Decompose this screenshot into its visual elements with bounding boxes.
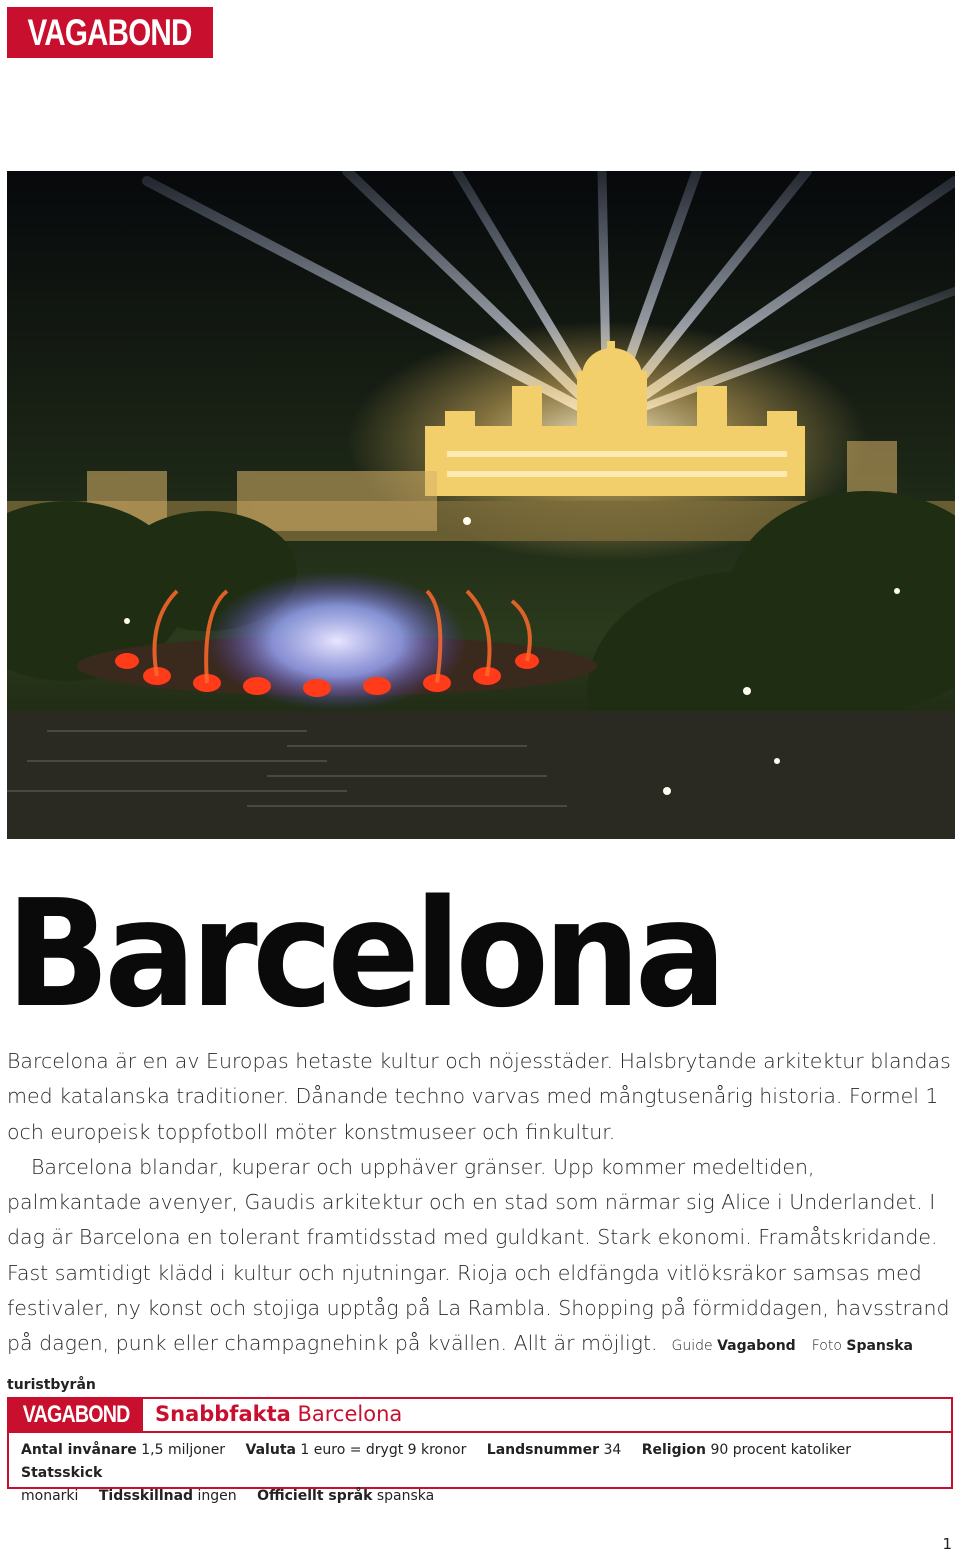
fact-box-header <box>9 1399 951 1433</box>
fact-box-title-bold: Snabbfakta <box>155 1402 291 1426</box>
fact-label: Antal invånare <box>21 1442 137 1458</box>
fact-country-code <box>487 1442 621 1458</box>
fact-label: Religion <box>641 1442 706 1458</box>
photo-name: Spanska turistbyrån <box>7 1338 913 1393</box>
fact-box-title-city: Barcelona <box>297 1402 403 1426</box>
intro-paragraph-2 <box>7 1150 955 1403</box>
guide-name: Vagabond <box>717 1338 796 1355</box>
fact-language <box>257 1488 434 1504</box>
fact-value: 1,5 miljoner <box>141 1442 226 1458</box>
fact-currency <box>246 1442 467 1458</box>
fact-religion <box>642 1442 851 1458</box>
hero-photo <box>7 171 955 839</box>
page-title: Barcelona <box>6 868 722 1040</box>
fact-label: Landsnummer <box>486 1442 599 1458</box>
intro-paragraph-1: Barcelona är en av Europas hetaste kultur och nöjesstäder. Halsbrytande arkitektur blandas med katalanska traditioner. Dånande techno varvas med mångtusenårig historia. Formel 1 och europeisk toppfotboll möter konstmuseer och finkultur. <box>7 1049 951 1144</box>
fact-value: spanska <box>376 1488 435 1504</box>
fact-value: ingen <box>197 1488 237 1504</box>
fact-label: Statsskick <box>21 1465 103 1481</box>
fact-government <box>21 1465 102 1504</box>
vagabond-logo-text: VAGABOND <box>27 11 193 53</box>
vagabond-logo <box>7 7 213 58</box>
guide-credit <box>672 1338 796 1354</box>
fact-population <box>21 1442 225 1458</box>
fact-value: 34 <box>603 1442 622 1458</box>
guide-label: Guide <box>671 1338 713 1355</box>
fact-box-logo <box>9 1399 143 1431</box>
fact-box-logo-text: VAGABOND <box>22 1401 130 1428</box>
intro-paragraph-2-text: Barcelona blandar, kuperar och upphäver gränser. Upp kommer medeltiden, palmkantade avenyer, Gaudis arkitektur och en stad som närmar sig Alice i Underlandet. I dag är Barcelona en tolerant framtidsstad med guldkant. Stark ekonomi. Framåtskridande. Fast samtidigt klädd i kultur och njutningar. Rioja och eldfängda vitlöksräkor samsas med festivaler, ny konst och stojiga upptåg på La Rambla. Shopping på förmiddagen, havsstrand på dagen, punk eller champagnehink på kvällen. Allt är möjligt. <box>7 1154 950 1356</box>
fact-label: Valuta <box>245 1442 296 1458</box>
fact-label: Officiellt språk <box>257 1488 373 1504</box>
page-number: 1 <box>942 1535 952 1553</box>
fact-box <box>7 1397 953 1504</box>
barcelona-night-photo-icon <box>7 171 955 839</box>
fact-value: 90 procent katoliker <box>710 1442 851 1458</box>
fact-time-difference <box>99 1488 237 1504</box>
fact-box-body <box>21 1439 941 1508</box>
fact-value: monarki <box>21 1488 79 1504</box>
fact-label: Tidsskillnad <box>98 1488 194 1504</box>
intro-text <box>7 1044 955 1403</box>
photo-label: Foto <box>811 1338 842 1355</box>
fact-box-title <box>155 1402 402 1426</box>
fact-value: 1 euro = drygt 9 kronor <box>300 1442 467 1458</box>
